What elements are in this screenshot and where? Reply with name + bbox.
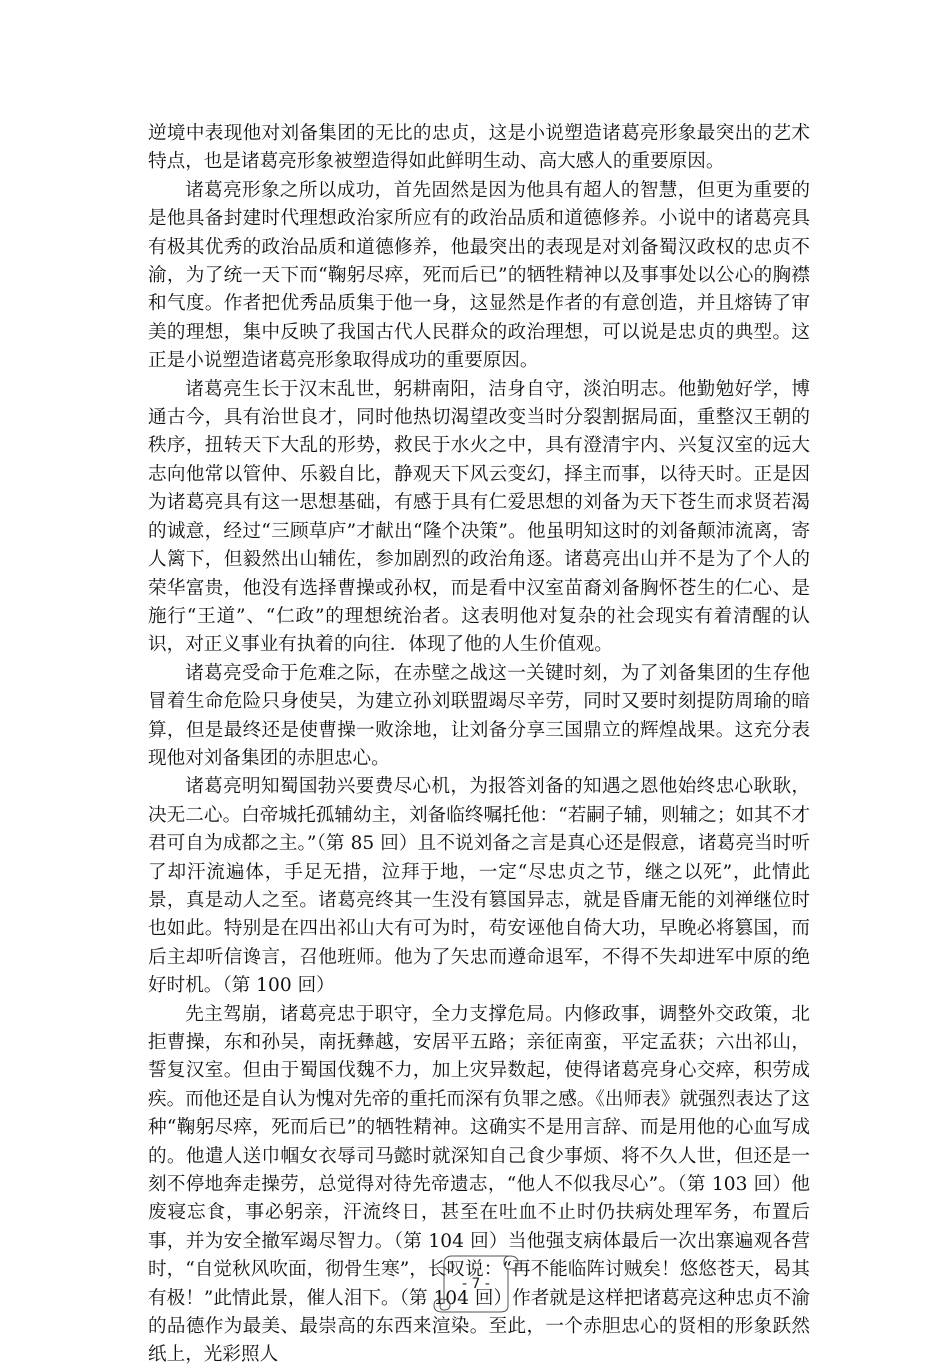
paragraph: 诸葛亮明知蜀国勃兴要费尽心机，为报答刘备的知遇之恩他始终忠心耿耿，决无二心。白帝城托孤辅幼主，刘备临终嘱托他：“若嗣子辅，则辅之；如其不才君可自为成都之主。”（第 85 回）且不说刘备之言是真心还是假意，诸葛亮当时听了却汗流遍体，手足无措，泣拜于地，一定“尽忠贞之节，继之以死”，此情此景，真是动人之至。诸葛亮终其一生没有篡国异志，就是昏庸无能的刘禅继位时也如此。特别是在四出祁山大有可为时，苟安诬他自倚大功，早晚必将篡国，而后主却听信谗言，召他班师。他为了矢忠而遵命退军，不得不失却进军中原的绝好时机。（第 100 回） xyxy=(148,776,810,997)
paragraph: 诸葛亮生长于汉末乱世，躬耕南阳，洁身自守，淡泊明志。他勤勉好学，博通古今，具有治世良才，同时他热切渴望改变当时分裂割据局面，重整汉王朝的秩序，扭转天下大乱的形势，救民于水火之中，具有澄清宇内、兴复汉室的远大志向他常以管仲、乐毅自比，静观天下风云变幻，择主而事，以待天时。正是因为诸葛亮具有这一思想基础，有感于具有仁爱思想的刘备为天下苍生而求贤若渴的诚意，经过“三顾草庐”才献出“隆个决策”。他虽明知这时的刘备颠沛流离，寄人篱下，但毅然出山辅佐，参加剧烈的政治角逐。诸葛亮出山并不是为了个人的荣华富贵，他没有选择曹操或孙权，而是看中汉室苗裔刘备胸怀苍生的仁心、是施行“王道”、“仁政”的理想统治者。这表明他对复杂的社会现实有着清醒的认识，对正义事业有执着的向往．体现了他的人生价值观。 xyxy=(148,378,810,656)
paragraph-continuation: 逆境中表现他对刘备集团的无比的忠贞，这是小说塑造诸葛亮形象最突出的艺术特点，也是诸葛亮形象被塑造得如此鲜明生动、高大感人的重要原因。 xyxy=(148,123,810,173)
document-body xyxy=(148,120,810,1370)
paragraph: 先主驾崩，诸葛亮忠于职守，全力支撑危局。内修政事，调整外交政策，北拒曹操，东和孙吴，南抚彝越，安居平五路；亲征南蛮，平定孟获；六出祁山，誓复汉室。但由于蜀国伐魏不力，加上灾异数起，使得诸葛亮身心交瘁，积劳成疾。而他还是自认为愧对先帝的重托而深有负罪之感。《出师表》就强烈表达了这种“鞠躬尽瘁，死而后已”的牺牲精神。这确实不是用言辞、而是用他的心血写成的。他遣人送巾帼女衣辱司马懿时就深知自己食少事烦、将不久人世，但还是一刻不停地奔走操劳，总觉得对待先帝遗志，“他人不似我尽心”。（第 103 回）他废寝忘食，事必躬亲，汗流终日，甚至在吐血不止时仍扶病处理军务，布置后事，并为安全撤军竭尽智力。（第 104 回）当他强支病体最后一次出寨遍观各营时，“自觉秋风吹面，彻骨生寒”，长叹说：“再不能临阵讨贼矣！悠悠苍天，曷其有极！”此情此景，催人泪下。（第 104 回）作者就是这样把诸葛亮这种忠贞不渝的品德作为最美、最崇高的东西来渲染。至此，一个赤胆忠心的贤相的形象跃然纸上，光彩照人 xyxy=(148,1003,810,1366)
paragraph: 诸葛亮形象之所以成功，首先固然是因为他具有超人的智慧，但更为重要的是他具备封建时代理想政治家所应有的政治品质和道德修养。小说中的诸葛亮具有极其优秀的政治品质和道德修养，他最突出的表现是对刘备蜀汉政权的忠贞不渝，为了统一天下而“鞠躬尽瘁，死而后已”的牺牲精神以及事事处以公心的胸襟和气度。作者把优秀品质集于他一身，这显然是作者的有意创造，并且熔铸了审美的理想，集中反映了我国古代人民群众的政治理想，可以说是忠贞的典型。这正是小说塑造诸葛亮形象取得成功的重要原因。 xyxy=(148,179,810,372)
page-number: - 7 - xyxy=(462,1276,490,1292)
paragraph: 诸葛亮受命于危难之际，在赤壁之战这一关键时刻，为了刘备集团的生存他冒着生命危险只身使吴，为建立孙刘联盟竭尽辛劳，同时又要时刻提防周瑜的暗算，但是最终还是使曹操一败涂地，让刘备分享三国鼎立的辉煌战果。这充分表现他对刘备集团的赤胆忠心。 xyxy=(148,662,810,769)
page-footer xyxy=(430,1252,522,1316)
